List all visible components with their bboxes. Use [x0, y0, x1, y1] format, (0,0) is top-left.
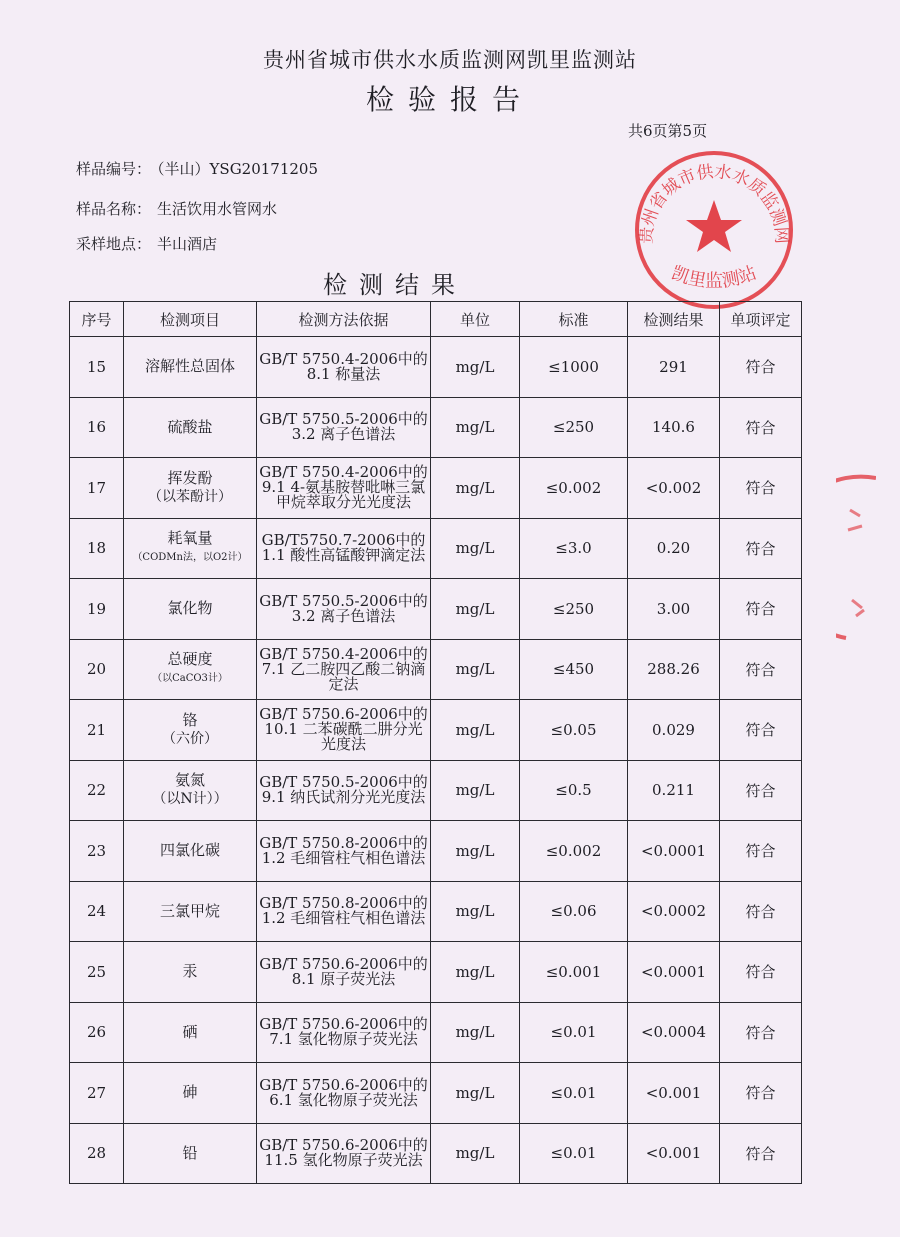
- cell-no: 16: [70, 397, 124, 458]
- cell-result: <0.001: [628, 1123, 720, 1184]
- sample-location-label: 采样地点：: [76, 235, 152, 253]
- cell-result: <0.0002: [628, 881, 720, 942]
- cell-eval: 符合: [720, 760, 802, 821]
- cell-unit: mg/L: [431, 1063, 520, 1124]
- cell-method: GB/T 5750.4-2006中的9.1 4-氨基胺替吡啉三氯甲烷萃取分光光度法: [257, 458, 431, 519]
- cell-item: [124, 518, 257, 579]
- cell-unit: mg/L: [431, 337, 520, 398]
- cell-result: 3.00: [628, 579, 720, 640]
- cell-result: <0.0004: [628, 1002, 720, 1063]
- table-row: [70, 760, 802, 821]
- cell-unit: mg/L: [431, 397, 520, 458]
- header-standard: 标准: [520, 302, 628, 337]
- header-method: 检测方法依据: [257, 302, 431, 337]
- cell-item: [124, 579, 257, 640]
- cell-item: [124, 821, 257, 882]
- cell-standard: ≤450: [520, 639, 628, 700]
- table-row: [70, 579, 802, 640]
- cell-eval: 符合: [720, 1063, 802, 1124]
- item-name: 铅: [182, 1143, 198, 1162]
- seal-star-icon: [686, 200, 742, 252]
- cell-method: GB/T 5750.6-2006中的10.1 二苯碳酰二肼分光光度法: [257, 700, 431, 761]
- cell-item: [124, 700, 257, 761]
- cell-no: 23: [70, 821, 124, 882]
- report-title: 检验报告: [365, 83, 534, 116]
- item-subtitle: （CODMn法，以O2计）: [132, 552, 248, 564]
- cell-standard: ≤1000: [520, 337, 628, 398]
- item-name: 四氯化碳: [159, 841, 220, 860]
- item-name: 溶解性总固体: [144, 357, 235, 376]
- cell-item: [124, 942, 257, 1003]
- cell-method: GB/T 5750.4-2006中的8.1 称量法: [257, 337, 431, 398]
- cell-method: GB/T 5750.6-2006中的11.5 氢化物原子荧光法: [257, 1123, 431, 1184]
- cell-method: GB/T 5750.8-2006中的1.2 毛细管柱气相色谱法: [257, 821, 431, 882]
- cell-no: 22: [70, 760, 124, 821]
- header-item: 检测项目: [124, 302, 257, 337]
- cell-unit: mg/L: [431, 700, 520, 761]
- item-name: 三氯甲烷: [159, 901, 220, 920]
- cell-eval: 符合: [720, 821, 802, 882]
- cell-method: GB/T 5750.8-2006中的1.2 毛细管柱气相色谱法: [257, 881, 431, 942]
- table-row: [70, 337, 802, 398]
- cell-eval: 符合: [720, 337, 802, 398]
- cell-eval: 符合: [720, 518, 802, 579]
- item-name: 硫酸盐: [167, 417, 213, 436]
- results-table: [69, 301, 802, 1184]
- item-name: 挥发酚: [167, 468, 213, 487]
- cell-method: GB/T 5750.5-2006中的3.2 离子色谱法: [257, 579, 431, 640]
- item-subtitle: （六价）: [162, 730, 218, 747]
- item-subtitle: （以CaCO3计）: [152, 673, 228, 685]
- header-eval: 单项评定: [720, 302, 802, 337]
- cell-result: <0.0001: [628, 821, 720, 882]
- cell-standard: ≤0.002: [520, 821, 628, 882]
- sample-location-value: 半山酒店: [157, 235, 218, 253]
- cell-no: 17: [70, 458, 124, 519]
- item-name: 汞: [182, 962, 198, 981]
- cell-result: 0.20: [628, 518, 720, 579]
- item-name: 氨氮: [174, 771, 205, 790]
- cell-eval: 符合: [720, 397, 802, 458]
- cell-result: <0.001: [628, 1063, 720, 1124]
- cell-eval: 符合: [720, 1002, 802, 1063]
- table-row: [70, 821, 802, 882]
- item-subtitle: （以苯酚计）: [148, 488, 232, 505]
- cell-unit: mg/L: [431, 458, 520, 519]
- cell-result: 291: [628, 337, 720, 398]
- item-name: 砷: [182, 1083, 198, 1102]
- cell-standard: ≤0.01: [520, 1063, 628, 1124]
- item-name: 氯化物: [167, 599, 213, 618]
- cell-eval: 符合: [720, 458, 802, 519]
- cell-item: [124, 1063, 257, 1124]
- cell-unit: mg/L: [431, 1002, 520, 1063]
- header-result: 检测结果: [628, 302, 720, 337]
- sample-id-value: （半山）YSG20171205: [157, 160, 319, 178]
- cell-result: 0.211: [628, 760, 720, 821]
- cell-item: [124, 760, 257, 821]
- seal-stamp-icon: [632, 148, 796, 312]
- cell-method: GB/T 5750.5-2006中的3.2 离子色谱法: [257, 397, 431, 458]
- seal-ring-text: 贵州省城市供水水质监测网: [636, 161, 792, 245]
- sample-location-field: [76, 233, 217, 254]
- cell-standard: ≤0.5: [520, 760, 628, 821]
- cell-no: 25: [70, 942, 124, 1003]
- cell-no: 21: [70, 700, 124, 761]
- cell-item: [124, 337, 257, 398]
- item-name: 铬: [182, 710, 198, 729]
- cell-unit: mg/L: [431, 942, 520, 1003]
- cell-method: GB/T5750.7-2006中的1.1 酸性高锰酸钾滴定法: [257, 518, 431, 579]
- table-row: [70, 881, 802, 942]
- table-row: [70, 518, 802, 579]
- header-no: 序号: [70, 302, 124, 337]
- cell-no: 27: [70, 1063, 124, 1124]
- cell-method: GB/T 5750.4-2006中的7.1 乙二胺四乙酸二钠滴定法: [257, 639, 431, 700]
- cell-method: GB/T 5750.6-2006中的7.1 氢化物原子荧光法: [257, 1002, 431, 1063]
- cell-standard: ≤0.01: [520, 1123, 628, 1184]
- table-row: [70, 639, 802, 700]
- item-name: 硒: [182, 1022, 198, 1041]
- cell-eval: 符合: [720, 700, 802, 761]
- cell-no: 24: [70, 881, 124, 942]
- cell-item: [124, 458, 257, 519]
- cell-unit: mg/L: [431, 518, 520, 579]
- cell-standard: ≤3.0: [520, 518, 628, 579]
- cell-method: GB/T 5750.5-2006中的9.1 纳氏试剂分光光度法: [257, 760, 431, 821]
- cell-item: [124, 639, 257, 700]
- cell-result: 0.029: [628, 700, 720, 761]
- cell-eval: 符合: [720, 942, 802, 1003]
- cell-eval: 符合: [720, 639, 802, 700]
- cell-standard: ≤0.06: [520, 881, 628, 942]
- sample-name-value: 生活饮用水管网水: [157, 200, 278, 218]
- cell-item: [124, 881, 257, 942]
- cell-no: 19: [70, 579, 124, 640]
- cell-eval: 符合: [720, 881, 802, 942]
- header-unit: 单位: [431, 302, 520, 337]
- item-subtitle: （以N计））: [152, 791, 228, 808]
- cell-item: [124, 397, 257, 458]
- cell-standard: ≤0.01: [520, 1002, 628, 1063]
- sample-id-field: [76, 158, 318, 179]
- cell-result: <0.002: [628, 458, 720, 519]
- cell-result: <0.0001: [628, 942, 720, 1003]
- page-info: 共6页第5页: [628, 122, 708, 140]
- table-row: [70, 1002, 802, 1063]
- cell-unit: mg/L: [431, 881, 520, 942]
- table-row: [70, 458, 802, 519]
- org-title: 贵州省城市供水水质监测网凯里监测站: [263, 48, 637, 72]
- sample-name-field: [76, 198, 277, 219]
- cell-result: 288.26: [628, 639, 720, 700]
- table-row: [70, 700, 802, 761]
- cell-standard: ≤0.002: [520, 458, 628, 519]
- cell-no: 28: [70, 1123, 124, 1184]
- cell-no: 18: [70, 518, 124, 579]
- cell-item: [124, 1123, 257, 1184]
- cell-result: 140.6: [628, 397, 720, 458]
- sample-id-label: 样品编号：: [76, 160, 152, 178]
- cell-eval: 符合: [720, 579, 802, 640]
- cell-unit: mg/L: [431, 579, 520, 640]
- cell-standard: ≤0.001: [520, 942, 628, 1003]
- table-row: [70, 942, 802, 1003]
- cell-unit: mg/L: [431, 821, 520, 882]
- cell-no: 20: [70, 639, 124, 700]
- cell-standard: ≤250: [520, 579, 628, 640]
- cell-no: 26: [70, 1002, 124, 1063]
- seal-bottom-text: 凯里监测站: [668, 262, 760, 292]
- table-row: [70, 1123, 802, 1184]
- table-row: [70, 397, 802, 458]
- cell-method: GB/T 5750.6-2006中的8.1 原子荧光法: [257, 942, 431, 1003]
- cell-method: GB/T 5750.6-2006中的6.1 氢化物原子荧光法: [257, 1063, 431, 1124]
- item-name: 耗氧量: [167, 529, 213, 548]
- sample-name-label: 样品名称：: [76, 200, 152, 218]
- table-row: [70, 1063, 802, 1124]
- cell-unit: mg/L: [431, 760, 520, 821]
- table-header-row: [70, 302, 802, 337]
- cell-eval: 符合: [720, 1123, 802, 1184]
- cell-no: 15: [70, 337, 124, 398]
- cell-unit: mg/L: [431, 1123, 520, 1184]
- cell-unit: mg/L: [431, 639, 520, 700]
- partial-seal-icon: [836, 470, 876, 650]
- cell-item: [124, 1002, 257, 1063]
- results-title: 检测结果: [323, 271, 467, 299]
- item-name: 总硬度: [167, 650, 213, 669]
- cell-standard: ≤0.05: [520, 700, 628, 761]
- cell-standard: ≤250: [520, 397, 628, 458]
